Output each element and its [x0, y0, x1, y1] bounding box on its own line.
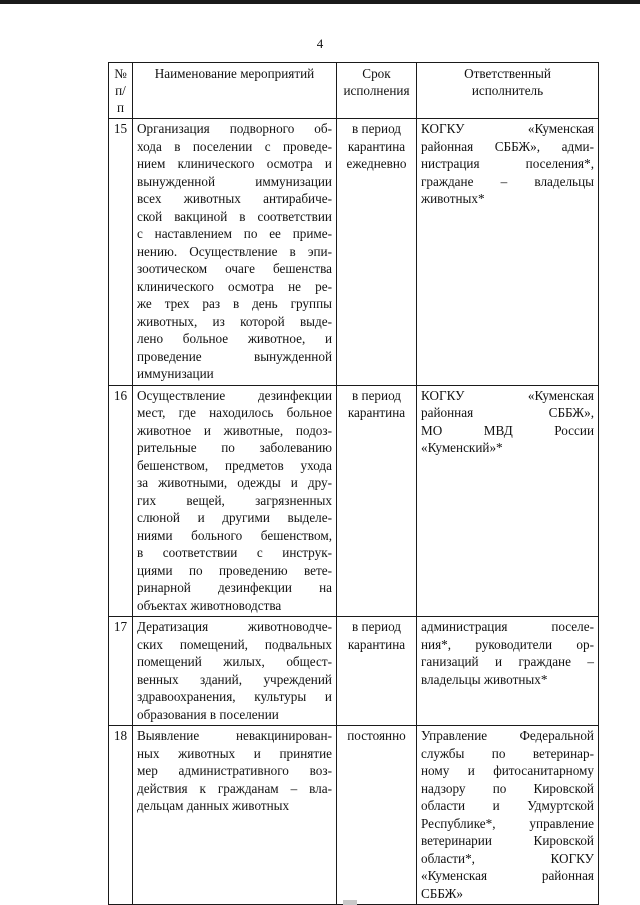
header-number-line: п/п	[115, 83, 126, 115]
row-number: 16	[109, 385, 133, 617]
page-number: 4	[316, 36, 324, 51]
row-number: 18	[109, 726, 133, 905]
header-measure-name	[133, 63, 337, 119]
table-row	[109, 617, 599, 726]
header-term	[337, 63, 417, 119]
measure-name-line: ных животных и принятие	[137, 745, 332, 761]
measure-name-line: Организация подворного об-	[137, 121, 332, 136]
responsible-party-line: Республике*, управление	[421, 815, 594, 831]
measure-name-line: венных зданий, учреждений	[137, 671, 332, 687]
measure-name	[133, 726, 337, 905]
responsible-party-line: районная СББЖ», адми-	[421, 138, 594, 154]
header-responsible	[417, 63, 599, 119]
responsible-party-line: администрация поселе-	[421, 619, 594, 634]
measure-name-line: ниями больного бешенством,	[137, 527, 332, 543]
execution-term-line: в период	[351, 121, 401, 136]
responsible-party	[417, 617, 599, 726]
execution-term-line: карантина	[347, 636, 406, 652]
responsible-party-line: КОГКУ «Куменская	[421, 387, 594, 403]
responsible-party-line: КОГКУ «Куменская	[421, 121, 594, 136]
measure-name-line: хода в поселении с проведе-	[137, 138, 332, 154]
measure-name-line: проведение вынужденной	[137, 348, 332, 364]
execution-term	[337, 385, 417, 617]
execution-term-line: ежедневно	[346, 156, 407, 171]
responsible-party-line: «Куменская районная	[421, 868, 594, 883]
responsible-party-line: СББЖ»	[421, 885, 464, 901]
responsible-party-line: МО МВД России	[421, 422, 594, 438]
responsible-party	[417, 385, 599, 617]
responsible-party-line: области и Удмуртской	[421, 798, 594, 813]
header-term-line: Срок	[362, 66, 391, 81]
execution-term	[337, 726, 417, 905]
responsible-party-line: ганизаций и граждане –	[421, 654, 594, 669]
responsible-party-line: «Куменский»*	[421, 440, 503, 455]
measure-name-line: ской вакциной в соответствии	[137, 208, 332, 224]
responsible-party-line: ветеринарии Кировской	[421, 833, 594, 848]
measure-name-line: с наставлением по ее приме-	[137, 226, 332, 241]
execution-term-line: постоянно	[347, 728, 406, 743]
measure-name-line: вынужденной иммунизации	[137, 173, 332, 189]
header-number-line: №	[114, 66, 127, 81]
measure-name-line: помещений жилых, общест-	[137, 654, 332, 669]
measure-name-line: в соответствии с инструк-	[137, 545, 332, 560]
header-number	[109, 63, 133, 119]
responsible-party-line: владельцы животных*	[421, 671, 548, 687]
responsible-party-line: ному и фитосанитарному	[421, 763, 594, 778]
measure-name-line: всех животных антирабиче-	[137, 191, 332, 206]
responsible-party-line: ния*, руководители ор-	[421, 636, 594, 652]
measure-name-line: бешенством, предметов ухода	[137, 457, 332, 473]
measure-name-line: за животными, одежды и дру-	[137, 475, 332, 490]
measure-name-line: мест, где находилось больное	[137, 405, 332, 420]
measure-name-line: зоотическом очаге бешенства	[137, 261, 332, 276]
measure-name-line: животных, из которой выде-	[137, 313, 332, 329]
measure-name-line: нием клинического осмотра и	[137, 156, 332, 171]
header-measure-name-text: Наименование мероприятий	[154, 66, 315, 81]
measure-name-line: животное и животные, подоз-	[137, 422, 332, 438]
measure-name-line: Выявление невакцинирован-	[137, 728, 332, 743]
measure-name-line: иммунизации	[137, 366, 214, 381]
measure-name-line: нению. Осуществление в эпи-	[137, 243, 332, 259]
execution-term	[337, 119, 417, 386]
table-row	[109, 119, 599, 386]
measure-name-line: лено больное животное, и	[137, 331, 332, 346]
header-responsible-line: Ответственный	[464, 66, 551, 81]
table-header-row	[109, 63, 599, 119]
measure-name-line: гих вещей, загрязненных	[137, 492, 332, 508]
measure-name-line: Осуществление дезинфекции	[137, 387, 332, 403]
measure-name-line: мер административного воз-	[137, 763, 332, 778]
measure-name-line: ринарной дезинфекции на	[137, 580, 332, 595]
responsible-party-line: службы по ветеринар-	[421, 745, 594, 761]
row-number: 15	[109, 119, 133, 386]
header-responsible-line: исполнитель	[471, 83, 544, 98]
measure-name-line: образования в поселении	[137, 706, 279, 722]
measure-name	[133, 617, 337, 726]
measure-name-line: циями по проведению вете-	[137, 562, 332, 578]
measure-name-line: действия к гражданам – вла-	[137, 780, 332, 796]
measure-name-line: рительные по заболеванию	[137, 440, 332, 455]
responsible-party	[417, 119, 599, 386]
measures-table	[108, 62, 599, 905]
responsible-party-line: области*, КОГКУ	[421, 850, 594, 866]
measure-name-line: дельцам данных животных	[137, 798, 290, 813]
execution-term-line: карантина	[347, 138, 406, 154]
responsible-party-line: нистрация поселения*,	[421, 156, 594, 171]
responsible-party-line: граждане – владельцы	[421, 173, 594, 189]
responsible-party-line: районная СББЖ»,	[421, 405, 594, 420]
measure-name	[133, 119, 337, 386]
execution-term	[337, 617, 417, 726]
responsible-party-line: надзору по Кировской	[421, 780, 594, 796]
execution-term-line: карантина	[347, 405, 406, 420]
measure-name	[133, 385, 337, 617]
table-body	[109, 119, 599, 905]
execution-term-line: в период	[351, 387, 401, 403]
header-term-line: исполнения	[343, 83, 410, 98]
responsible-party-line: животных*	[421, 191, 485, 206]
measure-name-line: объектах животноводства	[137, 597, 282, 613]
top-border-rule	[0, 0, 640, 4]
measure-name-line: слюной и другими выделе-	[137, 510, 332, 525]
table-row	[109, 385, 599, 617]
measure-name-line: клинического осмотра не ре-	[137, 278, 332, 294]
measure-name-line: здравоохранения, культуры и	[137, 689, 332, 704]
responsible-party	[417, 726, 599, 905]
table-row	[109, 726, 599, 905]
measure-name-line: Дератизация животноводче-	[137, 619, 332, 634]
measure-name-line: ских помещений, подвальных	[137, 636, 332, 652]
row-number: 17	[109, 617, 133, 726]
execution-term-line: в период	[351, 619, 401, 634]
measure-name-line: же трех раз в день группы	[137, 296, 332, 311]
bottom-page-mark	[343, 900, 357, 905]
responsible-party-line: Управление Федеральной	[421, 728, 594, 743]
